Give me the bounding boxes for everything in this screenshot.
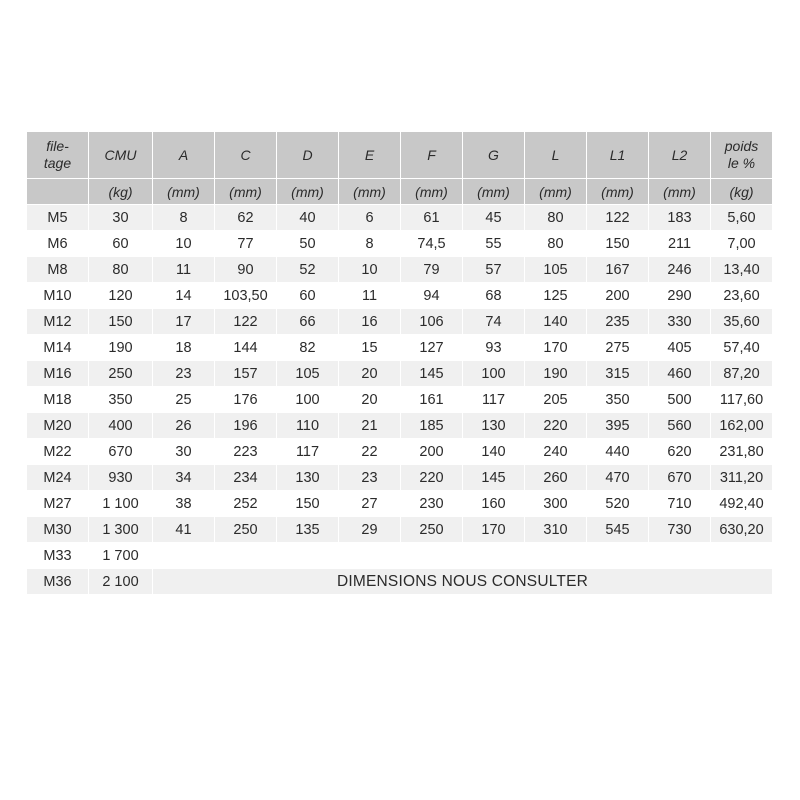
table-cell: 10 [153,231,215,257]
column-unit: (kg) [89,179,153,205]
table-cell: 22 [339,439,401,465]
table-cell: 220 [401,465,463,491]
table-cell: 20 [339,361,401,387]
table-cell: 545 [587,517,649,543]
table-cell: 560 [649,413,711,439]
thread-size-cell: M36 [27,569,89,595]
table-cell: 275 [587,335,649,361]
column-unit: (mm) [525,179,587,205]
table-row [27,465,773,491]
table-cell: 250 [215,517,277,543]
table-cell: 117 [463,387,525,413]
table-cell: 260 [525,465,587,491]
table-cell: 11 [153,257,215,283]
table-row [27,569,773,595]
table-cell: 122 [215,309,277,335]
table-cell: 18 [153,335,215,361]
table-cell: 220 [525,413,587,439]
table-cell: 190 [89,335,153,361]
column-header-label: E [364,146,375,163]
table-cell: 150 [587,231,649,257]
table-cell: 150 [89,309,153,335]
column-header-label: poids [724,138,759,154]
table-cell: 79 [401,257,463,283]
table-cell: 144 [215,335,277,361]
table-cell: 25 [153,387,215,413]
empty-cell [401,543,463,569]
thread-size-cell: M16 [27,361,89,387]
column-unit: (kg) [711,179,773,205]
table-cell: 80 [89,257,153,283]
table-cell: 300 [525,491,587,517]
table-cell: 23 [153,361,215,387]
table-cell: 235 [587,309,649,335]
column-header [339,132,401,179]
table-cell: 1 700 [89,543,153,569]
table-cell: 82 [277,335,339,361]
column-header [401,132,463,179]
table-cell: 205 [525,387,587,413]
empty-cell [587,543,649,569]
dimensions-table-container [26,131,772,595]
column-unit: (mm) [153,179,215,205]
thread-size-cell: M24 [27,465,89,491]
column-unit: (mm) [277,179,339,205]
table-cell: 400 [89,413,153,439]
header-row-labels [27,132,773,179]
column-header [89,132,153,179]
table-cell: 10 [339,257,401,283]
column-header-label: L [551,146,560,163]
thread-size-cell: M14 [27,335,89,361]
table-cell: 29 [339,517,401,543]
table-row [27,413,773,439]
empty-cell [153,543,215,569]
column-header [27,132,89,179]
column-header [711,132,773,179]
table-cell: 30 [89,205,153,231]
table-cell: 234 [215,465,277,491]
table-row [27,309,773,335]
column-header [525,132,587,179]
table-cell: 315 [587,361,649,387]
table-cell: 211 [649,231,711,257]
table-cell: 145 [463,465,525,491]
empty-cell [463,543,525,569]
table-cell: 23,60 [711,283,773,309]
table-cell: 252 [215,491,277,517]
table-cell: 250 [401,517,463,543]
table-cell: 14 [153,283,215,309]
table-cell: 310 [525,517,587,543]
table-row [27,387,773,413]
table-row [27,257,773,283]
dimensions-table [26,131,773,595]
table-cell: 395 [587,413,649,439]
thread-size-cell: M20 [27,413,89,439]
table-cell: 62 [215,205,277,231]
table-cell: 350 [587,387,649,413]
empty-cell [277,543,339,569]
column-header [153,132,215,179]
table-cell: 135 [277,517,339,543]
column-header [277,132,339,179]
thread-size-cell: M33 [27,543,89,569]
thread-size-cell: M12 [27,309,89,335]
table-cell: 231,80 [711,439,773,465]
table-cell: 15 [339,335,401,361]
thread-size-cell: M5 [27,205,89,231]
table-cell: 470 [587,465,649,491]
table-cell: 125 [525,283,587,309]
table-cell: 110 [277,413,339,439]
table-cell: 11 [339,283,401,309]
table-cell: 35,60 [711,309,773,335]
empty-cell [339,543,401,569]
table-cell: 620 [649,439,711,465]
table-cell: 34 [153,465,215,491]
table-cell: 122 [587,205,649,231]
table-cell: 87,20 [711,361,773,387]
table-cell: 27 [339,491,401,517]
table-cell: 405 [649,335,711,361]
table-cell: 460 [649,361,711,387]
table-cell: 170 [525,335,587,361]
table-cell: 17 [153,309,215,335]
table-cell: 185 [401,413,463,439]
column-header-label: A [178,146,189,163]
column-header [587,132,649,179]
table-cell: 20 [339,387,401,413]
table-cell: 183 [649,205,711,231]
table-cell: 57,40 [711,335,773,361]
column-header-label: file- [46,138,69,154]
table-cell: 2 100 [89,569,153,595]
table-cell: 140 [525,309,587,335]
table-cell: 350 [89,387,153,413]
column-unit: (mm) [339,179,401,205]
thread-size-cell: M10 [27,283,89,309]
table-cell: 68 [463,283,525,309]
column-header [649,132,711,179]
table-cell: 80 [525,205,587,231]
table-cell: 311,20 [711,465,773,491]
table-cell: 21 [339,413,401,439]
empty-cell [649,543,711,569]
table-cell: 100 [463,361,525,387]
table-cell: 167 [587,257,649,283]
table-cell: 66 [277,309,339,335]
table-cell: 290 [649,283,711,309]
table-cell: 100 [277,387,339,413]
table-cell: 93 [463,335,525,361]
table-row [27,491,773,517]
table-cell: 57 [463,257,525,283]
table-cell: 170 [463,517,525,543]
table-cell: 23 [339,465,401,491]
table-cell: 103,50 [215,283,277,309]
table-cell: 45 [463,205,525,231]
column-header-label: L2 [671,146,688,163]
table-cell: 127 [401,335,463,361]
table-cell: 74,5 [401,231,463,257]
table-cell: 1 100 [89,491,153,517]
column-unit [27,179,89,205]
thread-size-cell: M22 [27,439,89,465]
table-cell: 90 [215,257,277,283]
table-cell: 196 [215,413,277,439]
table-cell: 1 300 [89,517,153,543]
table-cell: 246 [649,257,711,283]
empty-cell [711,543,773,569]
table-cell: 60 [277,283,339,309]
table-cell: 61 [401,205,463,231]
table-cell: 200 [587,283,649,309]
table-cell: 250 [89,361,153,387]
table-cell: 230 [401,491,463,517]
table-row [27,543,773,569]
table-cell: 7,00 [711,231,773,257]
table-cell: 16 [339,309,401,335]
column-header [463,132,525,179]
column-unit: (mm) [649,179,711,205]
column-unit: (mm) [401,179,463,205]
table-cell: 6 [339,205,401,231]
table-row [27,439,773,465]
table-cell: 730 [649,517,711,543]
table-cell: 150 [277,491,339,517]
column-header-label: C [240,146,251,163]
table-cell: 38 [153,491,215,517]
thread-size-cell: M30 [27,517,89,543]
table-cell: 13,40 [711,257,773,283]
table-cell: 80 [525,231,587,257]
table-cell: 190 [525,361,587,387]
table-cell: 130 [463,413,525,439]
column-header [215,132,277,179]
table-cell: 670 [89,439,153,465]
empty-cell [215,543,277,569]
column-header-label: L1 [609,146,626,163]
table-body [27,205,773,595]
table-cell: 74 [463,309,525,335]
consult-note: DIMENSIONS NOUS CONSULTER [153,569,773,595]
table-row [27,205,773,231]
table-cell: 55 [463,231,525,257]
header-row-units [27,179,773,205]
table-cell: 30 [153,439,215,465]
table-row [27,361,773,387]
thread-size-cell: M18 [27,387,89,413]
table-cell: 5,60 [711,205,773,231]
table-cell: 117,60 [711,387,773,413]
column-header-label: F [427,146,436,163]
table-cell: 160 [463,491,525,517]
table-cell: 520 [587,491,649,517]
table-cell: 52 [277,257,339,283]
table-cell: 930 [89,465,153,491]
table-row [27,231,773,257]
table-cell: 630,20 [711,517,773,543]
table-row [27,517,773,543]
empty-cell [525,543,587,569]
table-cell: 40 [277,205,339,231]
table-cell: 41 [153,517,215,543]
table-cell: 710 [649,491,711,517]
column-header-label: CMU [104,146,137,163]
table-cell: 106 [401,309,463,335]
table-cell: 145 [401,361,463,387]
table-cell: 105 [525,257,587,283]
table-cell: 157 [215,361,277,387]
table-cell: 120 [89,283,153,309]
table-cell: 162,00 [711,413,773,439]
table-cell: 105 [277,361,339,387]
table-cell: 26 [153,413,215,439]
thread-size-cell: M6 [27,231,89,257]
table-cell: 50 [277,231,339,257]
table-row [27,283,773,309]
table-row [27,335,773,361]
column-header-label: D [302,146,313,163]
table-cell: 8 [339,231,401,257]
table-cell: 330 [649,309,711,335]
table-cell: 176 [215,387,277,413]
table-cell: 500 [649,387,711,413]
table-cell: 223 [215,439,277,465]
table-cell: 440 [587,439,649,465]
column-unit: (mm) [463,179,525,205]
thread-size-cell: M27 [27,491,89,517]
column-header-label: G [488,146,499,163]
table-cell: 140 [463,439,525,465]
column-header-label: tage [43,155,72,171]
table-cell: 670 [649,465,711,491]
table-cell: 161 [401,387,463,413]
table-cell: 94 [401,283,463,309]
column-unit: (mm) [215,179,277,205]
column-header-label: le % [727,155,756,171]
table-cell: 8 [153,205,215,231]
table-cell: 492,40 [711,491,773,517]
table-cell: 240 [525,439,587,465]
thread-size-cell: M8 [27,257,89,283]
table-cell: 200 [401,439,463,465]
column-unit: (mm) [587,179,649,205]
table-cell: 130 [277,465,339,491]
table-cell: 117 [277,439,339,465]
table-cell: 77 [215,231,277,257]
table-cell: 60 [89,231,153,257]
